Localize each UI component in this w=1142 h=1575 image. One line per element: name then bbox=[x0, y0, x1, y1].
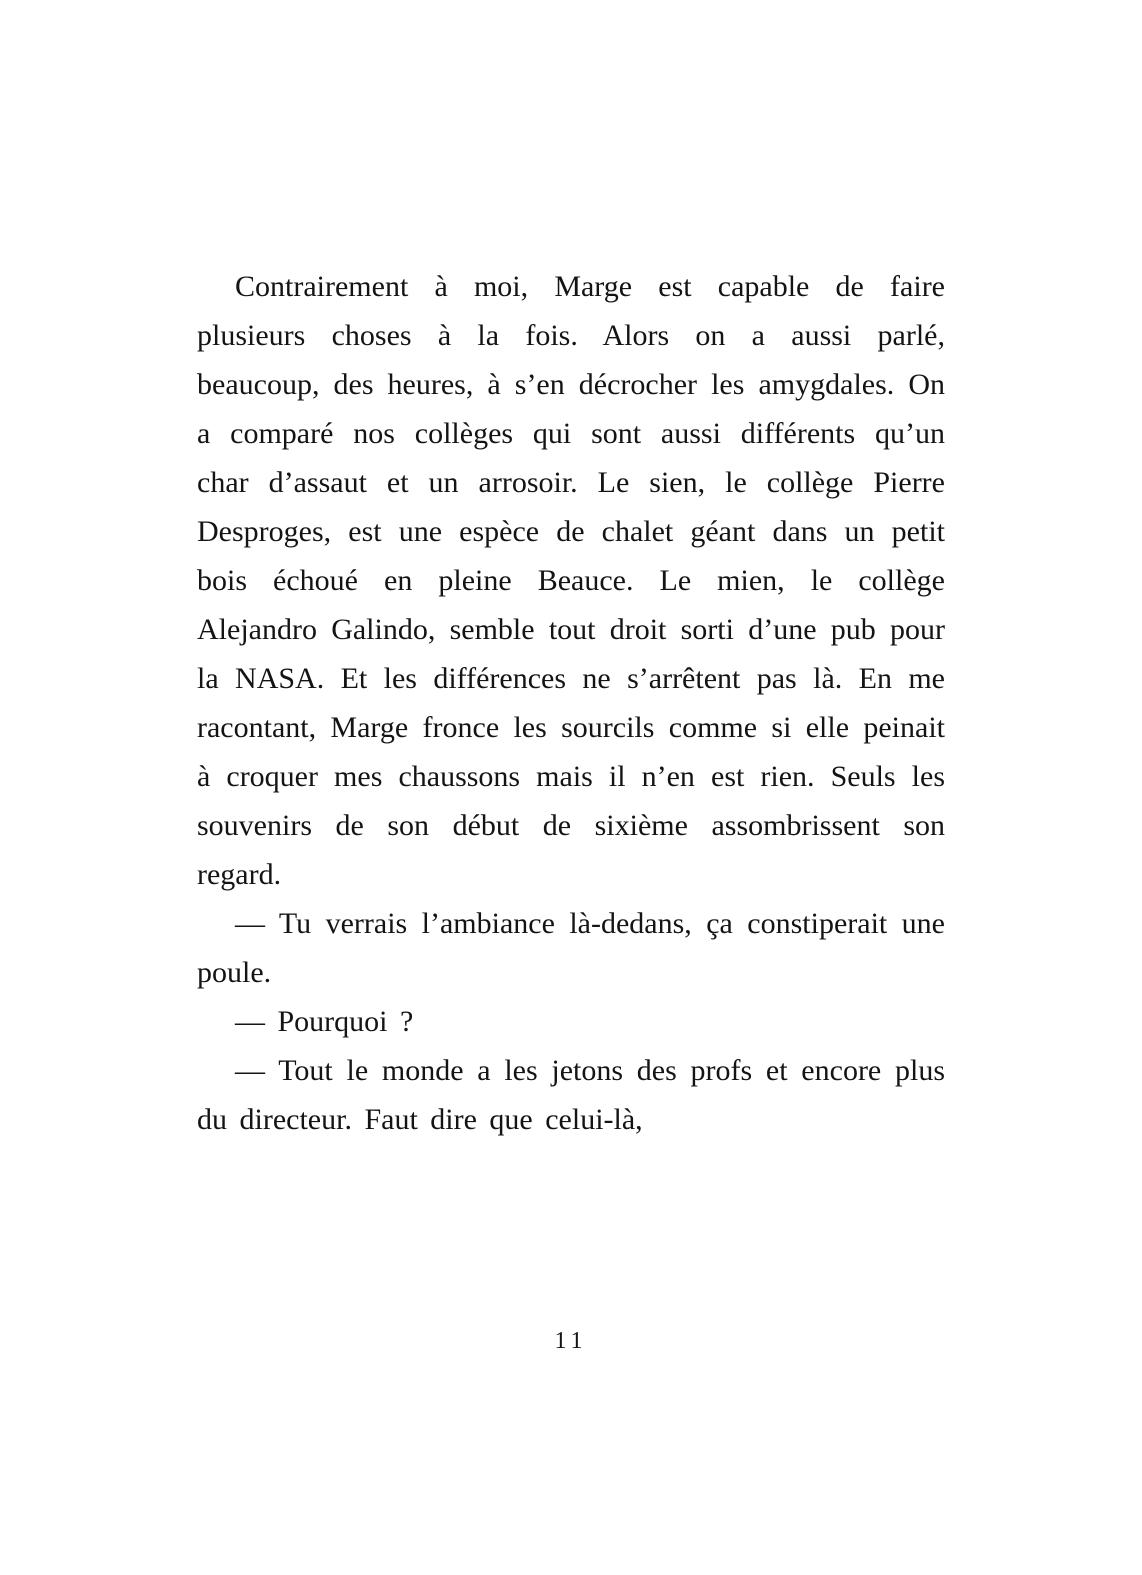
dialogue-line-1: — Tu verrais l’ambiance là-dedans, ça constiperait une poule. bbox=[197, 907, 945, 989]
dialogue-line-3: — Tout le monde a les jetons des profs et encore plus du directeur. Faut dire que celui-là, bbox=[197, 1054, 945, 1136]
dialogue-line-2: — Pourquoi ? bbox=[235, 1005, 414, 1038]
page-text bbox=[197, 262, 945, 1144]
page-number: 11 bbox=[554, 1328, 588, 1354]
paragraph-narrative: Contrairement à moi, Marge est capable de faire plusieurs choses à la fois. Alors on a aussi parlé, beaucoup, des heures, à s’en décrocher les amygdales. On a comparé nos collèges qui sont aussi différents qu’un char d’assaut et un arrosoir. Le sien, le collège Pierre Desproges, est une espèce de chalet géant dans un petit bois échoué en pleine Beauce. Le mien, le collège Alejandro Galindo, semble tout droit sorti d’une pub pour la NASA. Et les différences ne s’arrêtent pas là. En me racontant, Marge fronce les sourcils comme si elle peinait à croquer mes chaussons mais il n’en est rien. Seuls les souvenirs de son début de sixième assombrissent son regard. bbox=[197, 270, 945, 891]
